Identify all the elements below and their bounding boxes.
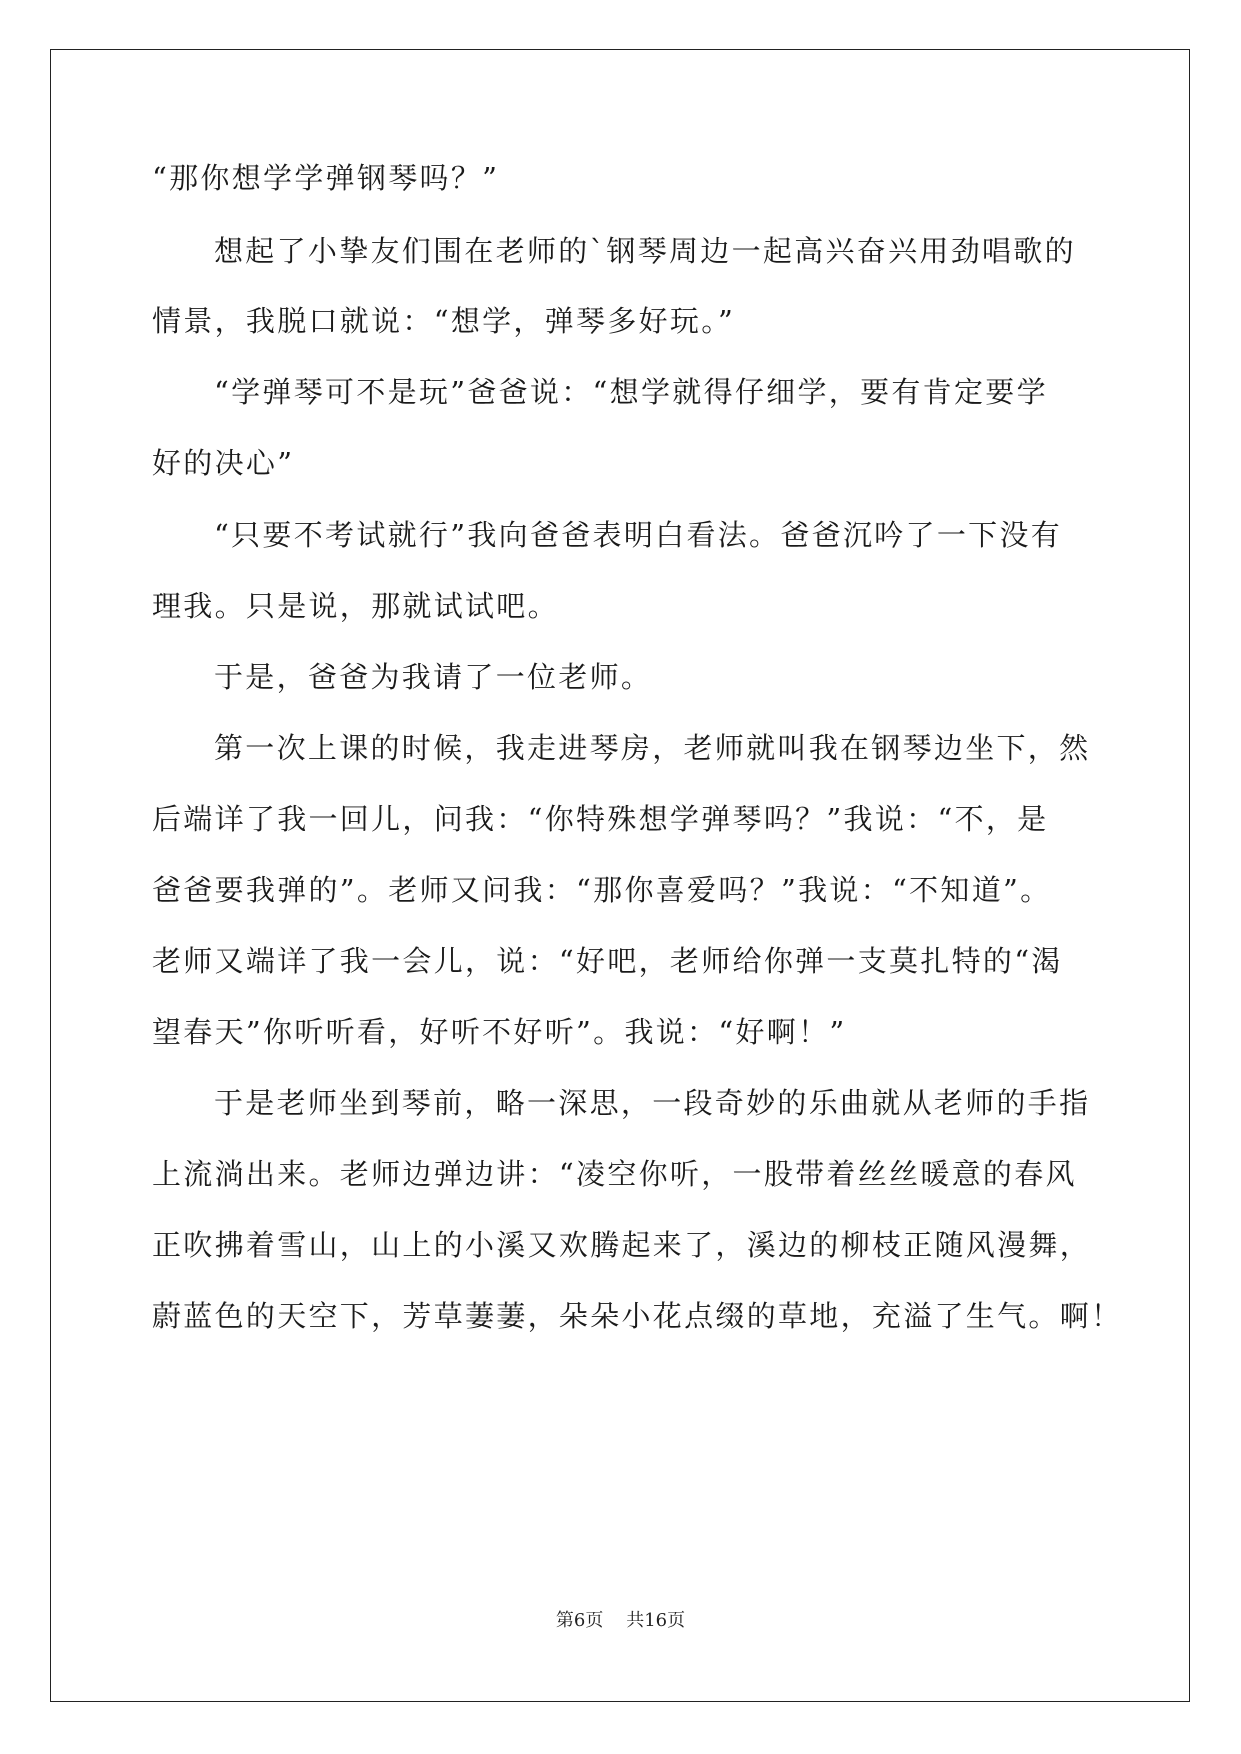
text-line: 于是老师坐到琴前，略一深思，一段奇妙的乐曲就从老师的手指	[214, 1086, 1091, 1120]
text-line: 于是，爸爸为我请了一位老师。	[214, 660, 653, 694]
text-line: 好的决心”	[152, 446, 295, 480]
text-line: 理我。只是说，那就试试吧。	[152, 589, 559, 623]
text-line: 上流淌出来。老师边弹边讲：“凌空你听，一股带着丝丝暖意的春风	[152, 1157, 1077, 1191]
text-line: “学弹琴可不是玩”爸爸说：“想学就得仔细学，要有肯定要学	[214, 375, 1048, 409]
page-footer	[0, 1609, 1241, 1633]
text-line: 想起了小挚友们围在老师的`钢琴周边一起高兴奋兴用劲唱歌的	[214, 234, 1076, 268]
text-line: 老师又端详了我一会儿，说：“好吧，老师给你弹一支莫扎特的“渴	[152, 944, 1063, 978]
text-line: 爸爸要我弹的”。老师又问我：“那你喜爱吗？”我说：“不知道”。	[152, 873, 1052, 907]
text-line: “那你想学学弹钢琴吗？”	[152, 161, 500, 195]
page-number: 第6页	[555, 1610, 604, 1631]
text-line: 第一次上课的时候，我走进琴房，老师就叫我在钢琴边坐下，然	[214, 731, 1091, 765]
text-line: 后端详了我一回儿，问我：“你特殊想学弹琴吗？”我说：“不，是	[152, 802, 1049, 836]
text-line: 正吹拂着雪山，山上的小溪又欢腾起来了，溪边的柳枝正随风漫舞，	[152, 1228, 1092, 1262]
page-total: 共16页	[626, 1610, 686, 1631]
text-line: 蔚蓝色的天空下，芳草萋萋，朵朵小花点缀的草地，充溢了生气。啊！	[152, 1299, 1123, 1333]
text-line: 望春天”你听听看，好听不好听”。我说：“好啊！”	[152, 1015, 847, 1049]
text-line: “只要不考试就行”我向爸爸表明白看法。爸爸沉吟了一下没有	[214, 518, 1063, 552]
text-line: 情景，我脱口就说：“想学，弹琴多好玩。”	[152, 304, 736, 338]
